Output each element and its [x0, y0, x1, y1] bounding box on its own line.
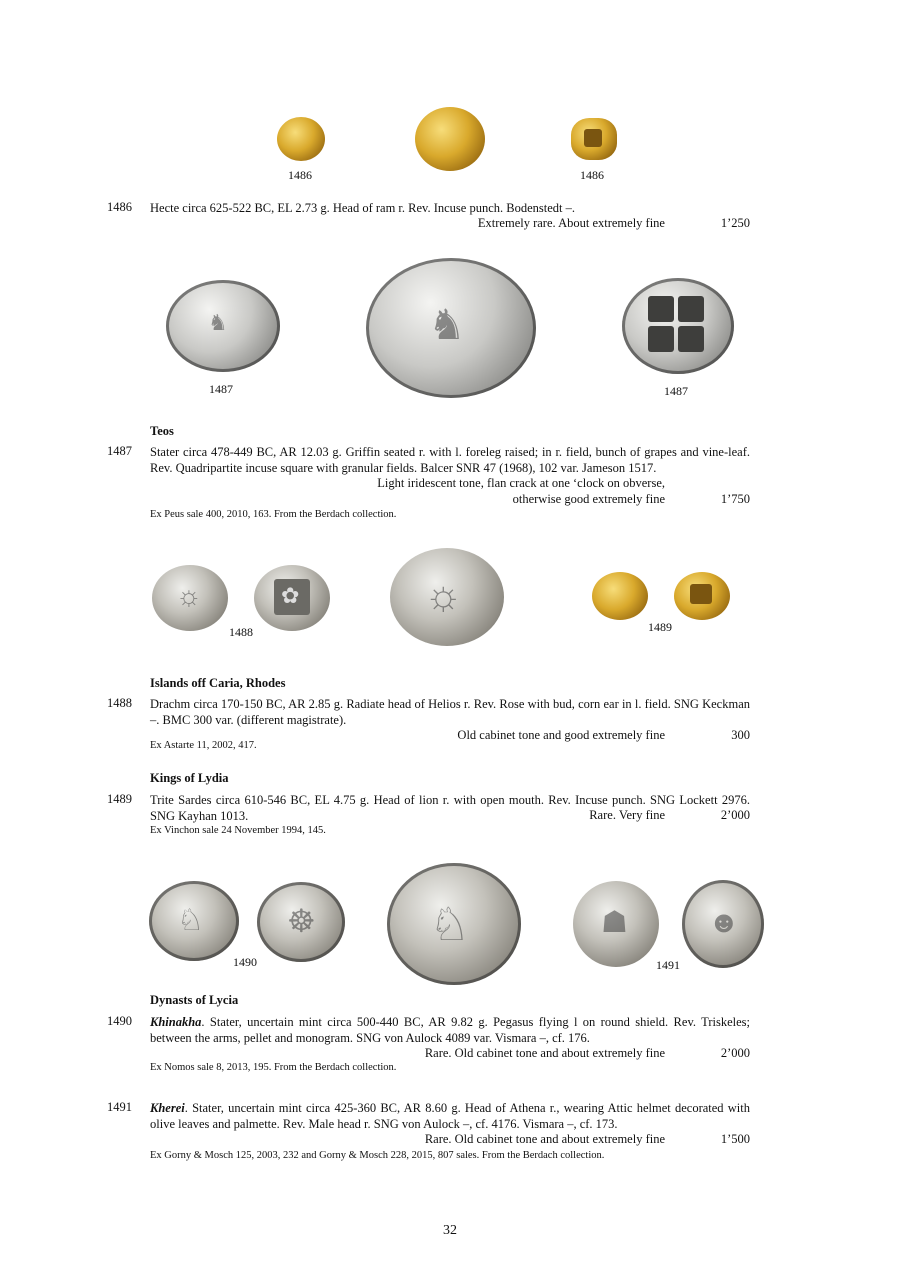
lot-description-1486: Hecte circa 625-522 BC, EL 2.73 g. Head of ram r. Rev. Incuse punch. Bodenstedt –. [150, 201, 575, 215]
section-heading-lydia: Kings of Lydia [150, 771, 229, 785]
coin-1488-obverse: ☼ [152, 565, 228, 631]
lot-grade-1490: Rare. Old cabinet tone and about extremely fine [424, 1046, 665, 1060]
lot-price-1491: 1’500 [720, 1132, 750, 1146]
image-label-1486-a: 1486 [288, 168, 312, 182]
lot-provenance-1488: Ex Astarte 11, 2002, 417. [150, 740, 257, 751]
coin-1487-obverse-enlarged: ♞ [366, 258, 536, 398]
coin-1488-obverse-enlarged: ☼ [390, 548, 504, 646]
lot-grade-1488: Old cabinet tone and good extremely fine [457, 728, 665, 742]
coin-1490-reverse: ☸ [257, 882, 345, 962]
section-heading-lycia: Dynasts of Lycia [150, 993, 239, 1007]
page-number: 32 [443, 1223, 457, 1238]
lot-price-1487: 1’750 [720, 492, 750, 506]
section-heading-teos: Teos [150, 424, 174, 438]
lot-number-1490: 1490 [107, 1014, 132, 1028]
lot-description-1490 [150, 1014, 750, 1046]
lot-provenance-1487: Ex Peus sale 400, 2010, 163. From the Berdach collection. [150, 509, 397, 520]
lot-provenance-1490: Ex Nomos sale 8, 2013, 195. From the Berdach collection. [150, 1062, 397, 1073]
lot-grade-1487-line1: Light iridescent tone, flan crack at one ‘clock on obverse, [377, 476, 665, 490]
coin-1486-obverse-enlarged [415, 107, 485, 171]
lot-provenance-1491: Ex Gorny & Mosch 125, 2003, 232 and Gorny & Mosch 228, 2015, 807 sales. From the Berdach collection. [150, 1150, 605, 1161]
lot-price-1489: 2’000 [720, 808, 750, 822]
lot-price-1490: 2’000 [720, 1046, 750, 1060]
image-label-1490: 1490 [233, 955, 257, 969]
image-label-1487-b: 1487 [664, 384, 688, 398]
lot-number-1488: 1488 [107, 696, 132, 710]
coin-1489-obverse [592, 572, 648, 620]
section-heading-rhodes: Islands off Caria, Rhodes [150, 676, 286, 690]
image-label-1487-a: 1487 [209, 382, 233, 396]
coin-1486-reverse [571, 118, 617, 160]
image-label-1489: 1489 [648, 620, 672, 634]
image-label-1488: 1488 [229, 625, 253, 639]
lot-description-1489: Trite Sardes circa 610-546 BC, EL 4.75 g. Head of lion r. with open mouth. Rev. Incuse punch. SNG Lockett 2976. SNG Kayhan 1013. [150, 793, 750, 823]
lot-grade-1491: Rare. Old cabinet tone and about extremely fine [424, 1132, 665, 1146]
coin-1490-obverse: ♘ [149, 881, 239, 961]
lot-number-1491: 1491 [107, 1100, 132, 1114]
lot-description-1491-text: . Stater, uncertain mint circa 425-360 BC, AR 8.60 g. Head of Athena r., wearing Attic helmet decorated with olive leaves and palmette. Rev. Male head r. SNG von Aulock –, cf. 4176. Vismara –, cf. 173. [150, 1101, 750, 1131]
coin-1487-obverse: ♞ [166, 280, 280, 372]
lot-description-1487: Stater circa 478-449 BC, AR 12.03 g. Griffin seated r. with l. foreleg raised; in r. field, bunch of grapes and vine-leaf. Rev. Quadripartite incuse square with granular fields. Balcer SNR 47 (1968), 102 var. Jameson 1517. [150, 445, 750, 475]
ruler-name-kherei: Kherei [150, 1101, 185, 1115]
lot-provenance-1489: Ex Vinchon sale 24 November 1994, 145. [150, 825, 326, 836]
lot-description-1488: Drachm circa 170-150 BC, AR 2.85 g. Radiate head of Helios r. Rev. Rose with bud, corn ear in l. field. SNG Keckman –. BMC 300 var. (different magistrate). [150, 697, 750, 727]
coin-1487-reverse [622, 278, 734, 374]
lot-grade-1486: Extremely rare. About extremely fine [477, 216, 665, 230]
lot-number-1486: 1486 [107, 200, 132, 214]
lot-grade-1489: Rare. Very fine [589, 808, 665, 822]
coin-1491-reverse: ☻ [682, 880, 764, 968]
lot-price-1486: 1’250 [720, 216, 750, 230]
lot-grade-1487-line2: otherwise good extremely fine [512, 492, 665, 506]
lot-number-1489: 1489 [107, 792, 132, 806]
image-label-1491: 1491 [656, 958, 680, 972]
coin-1490-obverse-enlarged: ♘ [387, 863, 521, 985]
coin-1489-reverse [674, 572, 730, 620]
ruler-name-khinakha: Khinakha [150, 1015, 202, 1029]
lot-description-1490-text: . Stater, uncertain mint circa 500-440 BC, AR 9.82 g. Pegasus flying l on round shield. Rev. Triskeles; between the arms, pellet and monogram. SNG von Aulock 4089 var. Vismara –, cf. 176. [150, 1015, 750, 1045]
lot-number-1487: 1487 [107, 444, 132, 458]
image-label-1486-b: 1486 [580, 168, 604, 182]
coin-1488-reverse: ✿ [254, 565, 330, 631]
coin-1491-obverse: ☗ [573, 881, 659, 967]
lot-price-1488: 300 [731, 728, 750, 742]
lot-description-1491 [150, 1100, 750, 1132]
coin-1486-obverse [277, 117, 325, 161]
